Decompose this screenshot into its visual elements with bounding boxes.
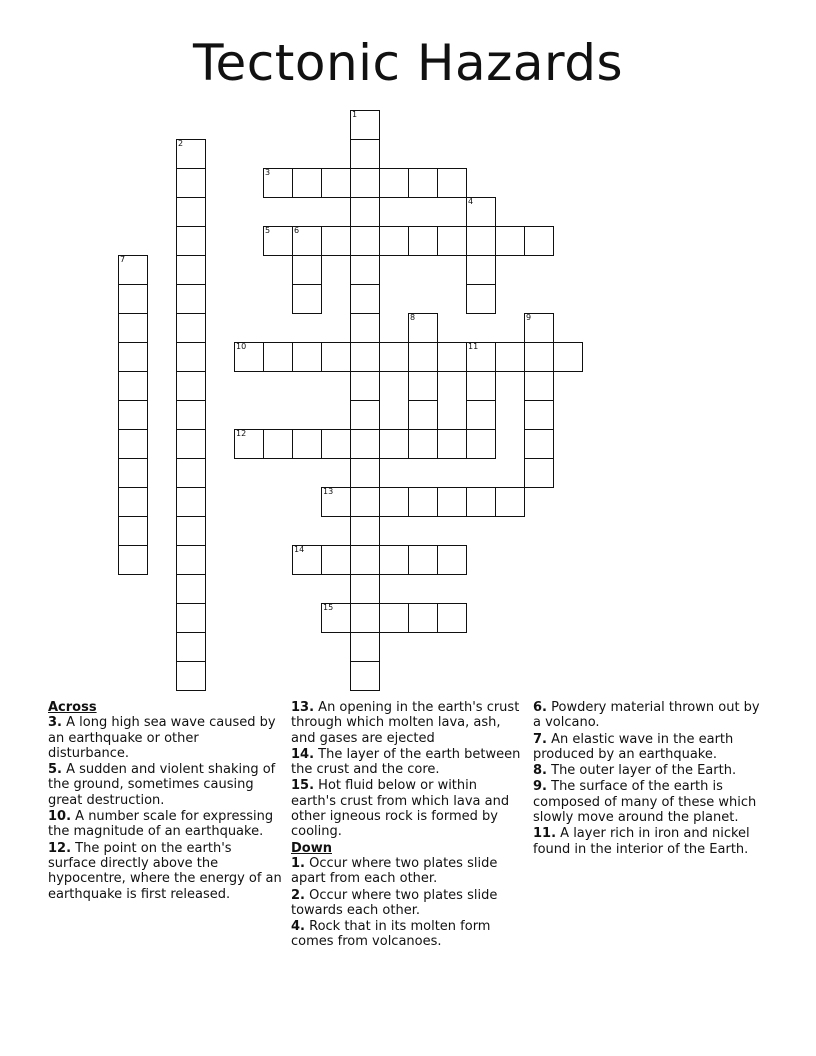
crossword-cell[interactable] <box>495 342 525 372</box>
clue-list <box>533 700 768 857</box>
crossword-cell[interactable] <box>408 603 438 633</box>
crossword-cell[interactable] <box>524 458 554 488</box>
crossword-cell[interactable] <box>379 226 409 256</box>
clue-list <box>48 715 283 902</box>
cell-number: 7 <box>120 255 126 264</box>
crossword-cell[interactable] <box>350 139 380 169</box>
crossword-cell[interactable] <box>379 342 409 372</box>
crossword-cell[interactable] <box>350 545 380 575</box>
clue-text: The outer layer of the Earth. <box>551 763 737 779</box>
clue-item <box>533 700 768 731</box>
crossword-cell[interactable] <box>176 400 206 430</box>
crossword-cell[interactable] <box>408 168 438 198</box>
crossword-cell[interactable] <box>321 545 351 575</box>
clue-column-1 <box>48 700 283 903</box>
clue-number: 14. <box>291 746 315 762</box>
cell-number: 6 <box>294 226 300 235</box>
crossword-cell[interactable] <box>176 197 206 227</box>
crossword-cell[interactable] <box>350 371 380 401</box>
crossword-cell[interactable] <box>176 458 206 488</box>
clue-number: 1. <box>291 855 305 871</box>
clue-item <box>533 763 768 778</box>
crossword-cell[interactable] <box>176 429 206 459</box>
crossword-cell[interactable] <box>408 371 438 401</box>
crossword-cell[interactable] <box>118 516 148 546</box>
crossword-cell[interactable] <box>118 284 148 314</box>
crossword-cell[interactable] <box>350 197 380 227</box>
cell-number: 5 <box>265 226 271 235</box>
clue-text: Powdery material thrown out by a volcano. <box>533 700 760 731</box>
clue-text: Rock that in its molten form comes from volcanoes. <box>291 919 491 950</box>
crossword-cell[interactable] <box>321 429 351 459</box>
crossword-cell[interactable] <box>437 545 467 575</box>
clue-list-after <box>291 856 526 950</box>
crossword-cell[interactable] <box>292 255 322 285</box>
crossword-cell[interactable] <box>263 342 293 372</box>
crossword-cell[interactable] <box>495 226 525 256</box>
crossword-cell[interactable] <box>321 342 351 372</box>
crossword-cell[interactable] <box>118 487 148 517</box>
crossword-cell[interactable] <box>118 313 148 343</box>
cell-number: 1 <box>352 110 358 119</box>
clue-text: Hot fluid below or within earth's crust from which lava and other igneous rock is formed by cooling. <box>291 778 510 840</box>
crossword-cell[interactable] <box>350 226 380 256</box>
crossword-cell[interactable] <box>350 574 380 604</box>
crossword-cell[interactable] <box>176 574 206 604</box>
crossword-cell[interactable] <box>466 400 496 430</box>
crossword-cell[interactable] <box>263 168 293 198</box>
crossword-cell[interactable] <box>553 342 583 372</box>
clue-list <box>291 700 526 840</box>
clue-number: 2. <box>291 887 305 903</box>
crossword-cell[interactable] <box>176 139 206 169</box>
crossword-cell[interactable] <box>466 226 496 256</box>
clue-item <box>48 762 283 808</box>
clue-number: 8. <box>533 763 547 779</box>
clue-number: 7. <box>533 731 547 747</box>
crossword-cell[interactable] <box>379 429 409 459</box>
crossword-cell[interactable] <box>118 545 148 575</box>
crossword-cell[interactable] <box>263 226 293 256</box>
crossword-cell[interactable] <box>321 168 351 198</box>
crossword-cell[interactable] <box>176 603 206 633</box>
clue-item <box>533 732 768 763</box>
clue-number: 12. <box>48 840 72 856</box>
crossword-cell[interactable] <box>350 487 380 517</box>
crossword-cell[interactable] <box>524 226 554 256</box>
cell-number: 8 <box>410 313 416 322</box>
crossword-cell[interactable] <box>437 603 467 633</box>
clue-text: A layer rich in iron and nickel found in the interior of the Earth. <box>533 826 750 857</box>
clue-number: 5. <box>48 762 62 778</box>
crossword-cell[interactable] <box>437 429 467 459</box>
crossword-cell[interactable] <box>176 313 206 343</box>
clue-text: The layer of the earth between the crust and the core. <box>291 746 521 778</box>
crossword-cell[interactable] <box>350 168 380 198</box>
clue-item <box>48 715 283 761</box>
crossword-cell[interactable] <box>292 168 322 198</box>
crossword-cell[interactable] <box>408 400 438 430</box>
cell-number: 15 <box>323 603 334 612</box>
crossword-cell[interactable] <box>350 516 380 546</box>
crossword-cell[interactable] <box>466 429 496 459</box>
crossword-cell[interactable] <box>321 603 351 633</box>
crossword-cell[interactable] <box>408 487 438 517</box>
crossword-cell[interactable] <box>466 487 496 517</box>
crossword-cell[interactable] <box>350 632 380 662</box>
crossword-cell[interactable] <box>408 342 438 372</box>
crossword-cell[interactable] <box>466 342 496 372</box>
crossword-cell[interactable] <box>408 545 438 575</box>
clue-column-3 <box>533 700 768 858</box>
crossword-cell[interactable] <box>118 342 148 372</box>
crossword-cell[interactable] <box>118 458 148 488</box>
crossword-cell[interactable] <box>176 255 206 285</box>
cell-number: 11 <box>468 342 479 351</box>
clue-number: 9. <box>533 779 547 795</box>
clue-text: Occur where two plates slide apart from each other. <box>291 855 498 887</box>
crossword-cell[interactable] <box>321 487 351 517</box>
crossword-cell[interactable] <box>292 429 322 459</box>
clue-item <box>291 919 526 950</box>
crossword-cell[interactable] <box>524 429 554 459</box>
across-heading: Across <box>48 700 97 715</box>
crossword-cell[interactable] <box>118 255 148 285</box>
crossword-cell[interactable] <box>408 313 438 343</box>
crossword-cell[interactable] <box>350 661 380 691</box>
clue-number: 4. <box>291 919 305 935</box>
down-heading: Down <box>291 840 332 856</box>
clue-item <box>48 841 283 902</box>
crossword-cell[interactable] <box>321 226 351 256</box>
clue-text: A number scale for expressing the magnitude of an earthquake. <box>48 809 274 840</box>
crossword-cell[interactable] <box>176 516 206 546</box>
crossword-cell[interactable] <box>437 226 467 256</box>
crossword-cell[interactable] <box>466 255 496 285</box>
crossword-cell[interactable] <box>234 429 264 459</box>
clue-text: A sudden and violent shaking of the ground, sometimes causing great destruction. <box>48 762 276 808</box>
cell-number: 2 <box>178 139 184 148</box>
crossword-cell[interactable] <box>350 342 380 372</box>
crossword-cell[interactable] <box>176 545 206 575</box>
clue-text: The point on the earth's surface directly above the hypocentre, where the energy of an earthquake is first released. <box>48 840 282 902</box>
crossword-cell[interactable] <box>350 603 380 633</box>
crossword-cell[interactable] <box>176 371 206 401</box>
cell-number: 13 <box>323 487 334 496</box>
clue-item <box>291 778 526 839</box>
clue-item <box>291 747 526 778</box>
crossword-cell[interactable] <box>350 284 380 314</box>
clue-item <box>533 826 768 857</box>
crossword-cell[interactable] <box>350 429 380 459</box>
crossword-cell[interactable] <box>350 458 380 488</box>
crossword-cell[interactable] <box>379 603 409 633</box>
cell-number: 9 <box>526 313 532 322</box>
clue-text: An opening in the earth's crust through which molten lava, ash, and gases are ejected <box>291 700 520 746</box>
crossword-cell[interactable] <box>350 313 380 343</box>
crossword-cell[interactable] <box>466 284 496 314</box>
crossword-cell[interactable] <box>118 371 148 401</box>
crossword-cell[interactable] <box>176 487 206 517</box>
crossword-cell[interactable] <box>176 661 206 691</box>
crossword-cell[interactable] <box>437 342 467 372</box>
clue-number: 11. <box>533 826 557 842</box>
cell-number: 12 <box>236 429 247 438</box>
cell-number: 14 <box>294 545 305 554</box>
crossword-cell[interactable] <box>495 487 525 517</box>
clue-text: An elastic wave in the earth produced by an earthquake. <box>533 731 734 762</box>
page-title: Tectonic Hazards <box>192 34 624 92</box>
crossword-cell[interactable] <box>263 429 293 459</box>
crossword-cell[interactable] <box>524 342 554 372</box>
cell-number: 3 <box>265 168 271 177</box>
crossword-cell[interactable] <box>466 197 496 227</box>
crossword-cell[interactable] <box>292 284 322 314</box>
clue-number: 15. <box>291 778 315 794</box>
clue-item <box>291 888 526 919</box>
crossword-cell[interactable] <box>118 400 148 430</box>
crossword-cell[interactable] <box>408 226 438 256</box>
crossword-cell[interactable] <box>466 371 496 401</box>
cell-number: 4 <box>468 197 474 206</box>
crossword-cell[interactable] <box>437 487 467 517</box>
clue-item <box>291 700 526 746</box>
crossword-cell[interactable] <box>350 400 380 430</box>
clue-text: Occur where two plates slide towards each other. <box>291 887 498 918</box>
crossword-cell[interactable] <box>234 342 264 372</box>
crossword-cell[interactable] <box>292 545 322 575</box>
clue-item <box>291 856 526 887</box>
crossword-cell[interactable] <box>379 487 409 517</box>
crossword-cell[interactable] <box>350 110 380 140</box>
crossword-cell[interactable] <box>408 429 438 459</box>
clue-text: A long high sea wave caused by an earthquake or other disturbance. <box>48 715 276 761</box>
clue-text: The surface of the earth is composed of many of these which slowly move around the planet. <box>533 779 757 826</box>
cell-number: 10 <box>236 342 247 351</box>
clue-number: 3. <box>48 715 62 731</box>
crossword-cell[interactable] <box>524 371 554 401</box>
crossword-cell[interactable] <box>379 168 409 198</box>
crossword-cell[interactable] <box>524 400 554 430</box>
crossword-cell[interactable] <box>176 226 206 256</box>
crossword-cell[interactable] <box>176 284 206 314</box>
clue-number: 6. <box>533 700 547 715</box>
crossword-cell[interactable] <box>379 545 409 575</box>
crossword-cell[interactable] <box>118 429 148 459</box>
crossword-cell[interactable] <box>350 255 380 285</box>
crossword-cell[interactable] <box>292 342 322 372</box>
crossword-cell[interactable] <box>524 313 554 343</box>
clue-column-2 <box>291 700 526 951</box>
clue-number: 10. <box>48 809 72 825</box>
crossword-cell[interactable] <box>176 168 206 198</box>
crossword-cell[interactable] <box>176 632 206 662</box>
crossword-cell[interactable] <box>292 226 322 256</box>
clue-item <box>48 809 283 840</box>
clue-item <box>533 779 768 825</box>
crossword-cell[interactable] <box>437 168 467 198</box>
crossword-cell[interactable] <box>176 342 206 372</box>
clue-number: 13. <box>291 700 315 715</box>
